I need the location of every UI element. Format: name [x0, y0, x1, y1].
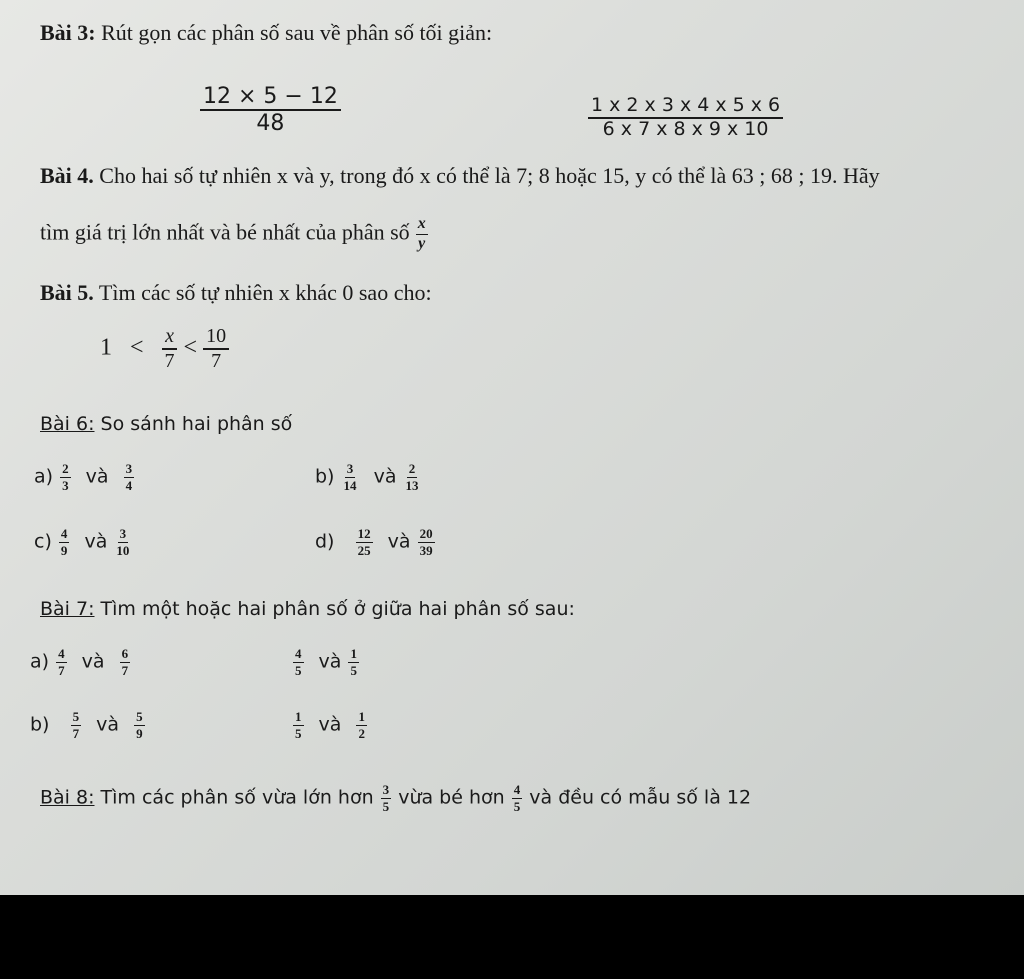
- bai3-heading: [40, 20, 492, 46]
- bai5-text: Tìm các số tự nhiên x khác 0 sao cho:: [98, 280, 432, 305]
- frac-num: 4: [295, 646, 302, 661]
- bai5-f1-num: x: [162, 326, 177, 350]
- bai6-item-a-tag: a): [34, 465, 54, 488]
- frac-den: 5: [350, 662, 357, 678]
- frac-den: 5: [295, 725, 302, 741]
- frac-den: 14: [343, 477, 357, 493]
- bai3-text: Rút gọn các phân số sau về phân số tối giản:: [101, 20, 493, 45]
- bai3-expr1-num: 12 × 5 − 12: [200, 85, 341, 111]
- frac-num: 2: [408, 461, 416, 476]
- bai7-item-b-tag: b): [30, 713, 50, 736]
- frac-num: 4: [60, 526, 68, 541]
- va-word: và: [81, 650, 105, 673]
- bai5-f1-den: 7: [164, 350, 175, 372]
- bai8-t1: Tìm các phân số vừa lớn hơn: [100, 786, 374, 809]
- frac-num: 20: [419, 526, 433, 541]
- bai7-item-a2: [292, 647, 360, 677]
- frac-num: 4: [58, 646, 65, 661]
- frac-num: 12: [357, 526, 371, 541]
- frac-num: 5: [136, 709, 143, 724]
- frac-den: 5: [295, 662, 302, 678]
- frac-den: 7: [58, 662, 65, 678]
- bai3-expr1: [200, 85, 341, 135]
- frac-den: 13: [405, 477, 419, 493]
- frac-num: 6: [121, 646, 129, 661]
- bai5-heading: [40, 280, 432, 306]
- bai7-item-b: [30, 710, 146, 740]
- bai5-lt2: <: [183, 334, 198, 361]
- va-word: và: [318, 713, 342, 736]
- bai5-label: Bài 5.: [40, 280, 94, 305]
- bai6-item-d: [315, 527, 436, 557]
- frac-den: 3: [62, 477, 69, 493]
- frac-num: 3: [382, 782, 390, 797]
- frac-num: 5: [72, 709, 80, 724]
- frac-num: 4: [513, 782, 521, 797]
- bai6-item-b: [315, 462, 422, 492]
- bai8-label: Bài 8:: [40, 786, 95, 809]
- bai7-heading: [40, 598, 575, 620]
- bai6-item-a: [34, 462, 135, 492]
- frac-den: 25: [357, 542, 371, 558]
- bai6-heading: [40, 413, 292, 435]
- bai7-item-a: [30, 647, 131, 677]
- frac-den: 7: [72, 725, 80, 741]
- va-word: và: [96, 713, 120, 736]
- bai6-label: Bài 6:: [40, 413, 95, 435]
- bai3-expr1-den: 48: [256, 111, 285, 137]
- bai6-text: So sánh hai phân số: [100, 413, 293, 435]
- frac-num: 2: [62, 461, 69, 476]
- bai4-text2: tìm giá trị lớn nhất và bé nhất của phân số: [40, 219, 410, 245]
- bai3-expr2-den: 6 x 7 x 8 x 9 x 10: [602, 117, 769, 140]
- bai4-frac-num: x: [416, 216, 428, 235]
- frac-den: 2: [358, 725, 365, 741]
- bai5-f2-num: 10: [203, 326, 229, 350]
- bai6-item-c-tag: c): [34, 530, 52, 553]
- bai4-line2: [40, 216, 428, 253]
- va-word: và: [373, 465, 397, 488]
- frac-num: 3: [346, 461, 354, 476]
- bai5-lt1: <: [130, 334, 144, 361]
- bai3-label: Bài 3:: [40, 20, 96, 45]
- bai5-one: 1: [100, 334, 112, 361]
- frac-den: 39: [419, 542, 433, 558]
- va-word: và: [387, 530, 411, 553]
- bai7-item-a-tag: a): [30, 650, 50, 673]
- va-word: và: [84, 530, 108, 553]
- frac-den: 4: [125, 477, 133, 493]
- bai7-text: Tìm một hoặc hai phân số ở giữa hai phân số sau:: [100, 598, 575, 620]
- bai4-frac-den: y: [418, 234, 426, 252]
- frac-den: 7: [121, 662, 129, 678]
- frac-num: 1: [295, 709, 302, 724]
- frac-num: 3: [119, 526, 127, 541]
- bai6-item-d-tag: d): [315, 530, 335, 553]
- bai8-line: [40, 783, 751, 813]
- bai3-expr2-num: 1 x 2 x 3 x 4 x 5 x 6: [588, 96, 783, 119]
- bai4-text1: Cho hai số tự nhiên x và y, trong đó x có thể là 7; 8 hoặc 15, y có thể là 63 ; 68 ; 19. Hãy: [99, 163, 880, 188]
- frac-den: 5: [382, 798, 390, 814]
- bai7-label: Bài 7:: [40, 598, 95, 620]
- frac-num: 1: [358, 709, 365, 724]
- bai7-item-b2: [292, 710, 368, 740]
- bai3-expr2: [588, 96, 783, 140]
- frac-num: 3: [125, 461, 133, 476]
- bai5-f2-den: 7: [211, 350, 222, 372]
- frac-num: 1: [350, 646, 357, 661]
- bai6-item-c: [34, 527, 132, 557]
- frac-den: 9: [136, 725, 143, 741]
- frac-den: 5: [513, 798, 521, 814]
- bai6-item-b-tag: b): [315, 465, 335, 488]
- va-word: và: [318, 650, 342, 673]
- va-word: và: [85, 465, 109, 488]
- frac-den: 9: [60, 542, 68, 558]
- bai8-t2: vừa bé hơn: [398, 786, 505, 809]
- bai4-line1: [40, 163, 880, 189]
- bai4-label: Bài 4.: [40, 163, 94, 188]
- frac-den: 10: [116, 542, 130, 558]
- bai8-t3: và đều có mẫu số là 12: [529, 786, 752, 809]
- bai5-inequality: [100, 326, 229, 372]
